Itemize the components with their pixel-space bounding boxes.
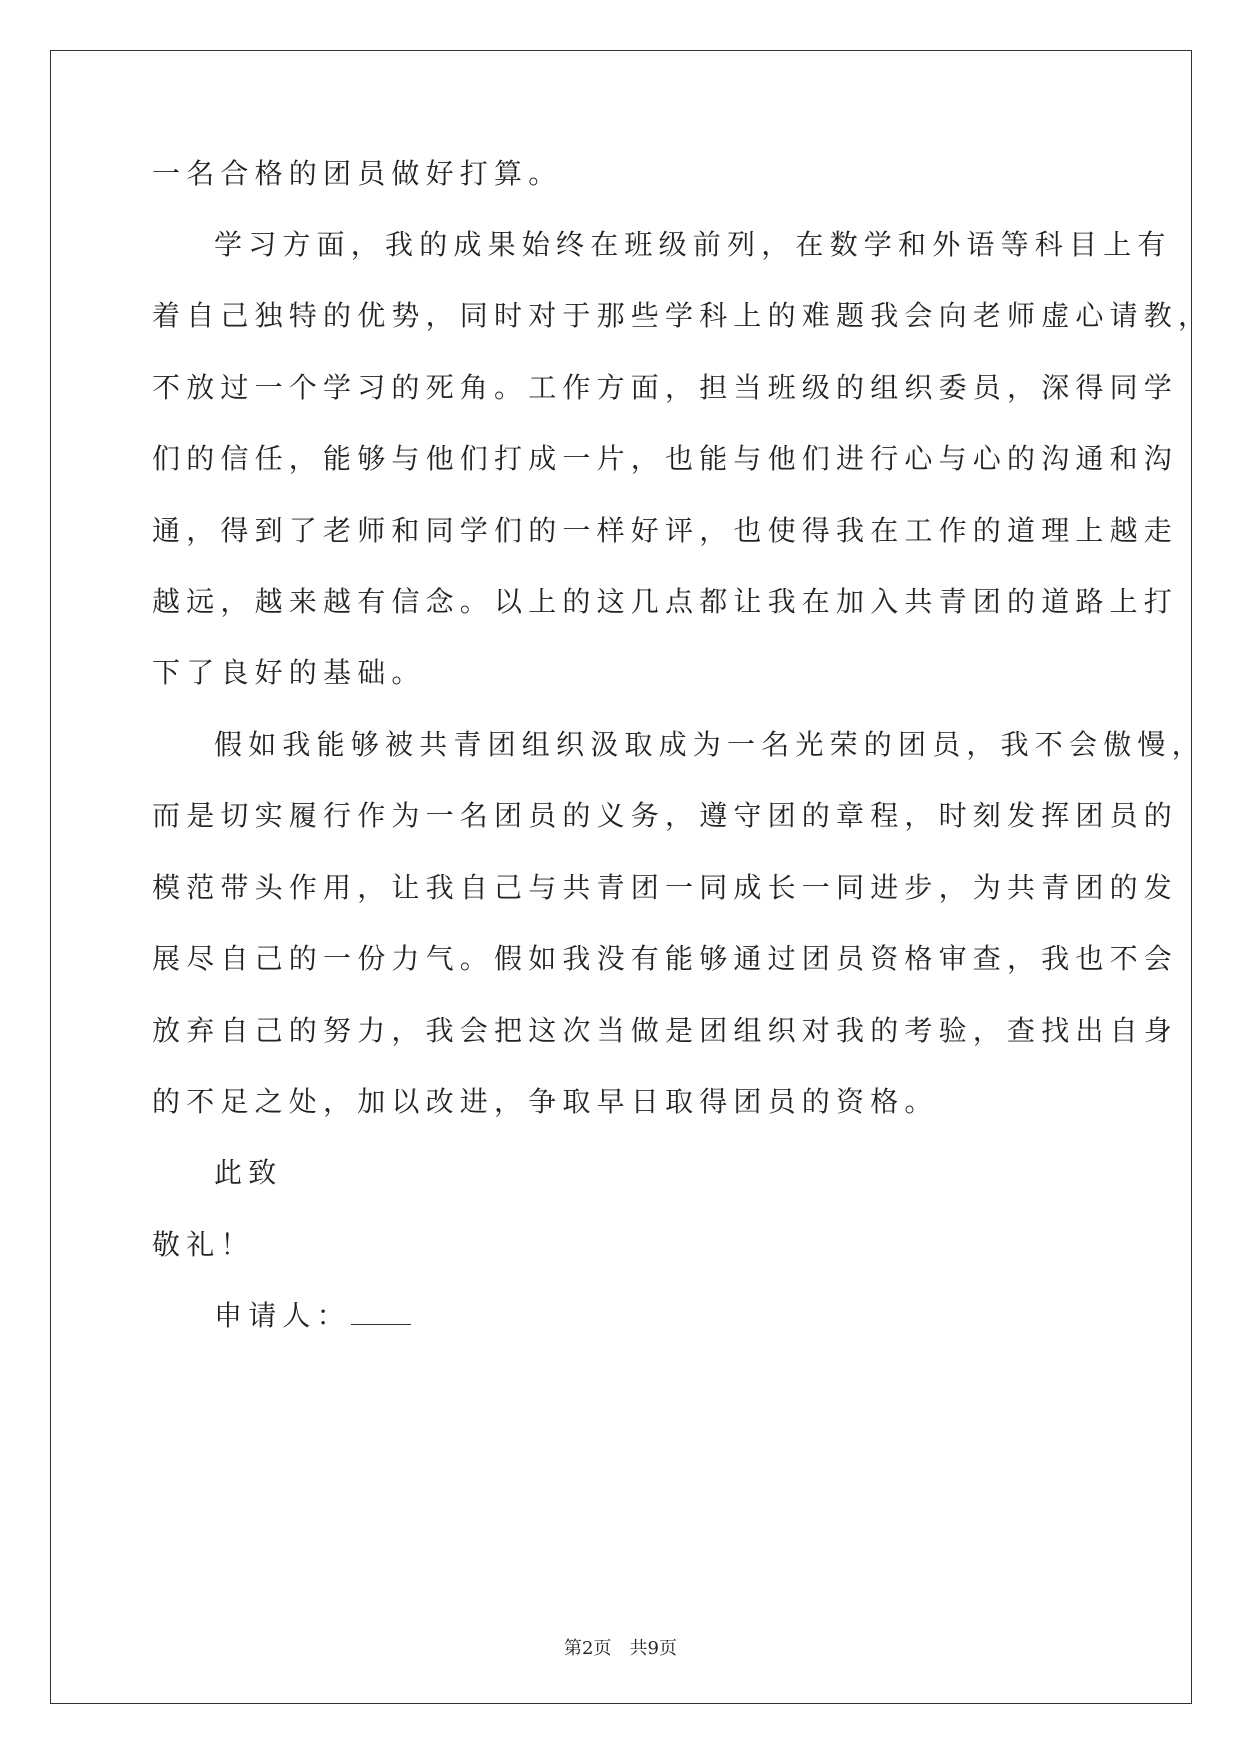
page-number-total: 共9页: [629, 1638, 677, 1659]
closing-salutation: 此致: [214, 1156, 283, 1189]
body-line: 放弃自己的努力，我会把这次当做是团组织对我的考验，查找出自身: [152, 1014, 1179, 1047]
applicant-name-blank: [351, 1302, 411, 1325]
applicant-signature-line: [214, 1298, 411, 1334]
body-line: 假如我能够被共青团组织汲取成为一名光荣的团员，我不会傲慢，: [214, 728, 1206, 761]
body-line: 而是切实履行作为一名团员的义务，遵守团的章程，时刻发挥团员的: [152, 799, 1179, 832]
page-number-current: 第2页: [564, 1638, 612, 1659]
body-line: 下了良好的基础。: [152, 656, 426, 689]
body-line: 通，得到了老师和同学们的一样好评，也使得我在工作的道理上越走: [152, 514, 1179, 547]
body-line: 模范带头作用，让我自己与共青团一同成长一同进步，为共青团的发: [152, 871, 1179, 904]
body-line: 们的信任，能够与他们打成一片，也能与他们进行心与心的沟通和沟: [152, 442, 1179, 475]
applicant-label: 申请人：: [214, 1299, 351, 1332]
body-line: 一名合格的团员做好打算。: [152, 157, 563, 190]
body-line: 越远，越来越有信念。以上的这几点都让我在加入共青团的道路上打: [152, 585, 1179, 618]
page-footer: [0, 1634, 1241, 1660]
body-line: 着自己独特的优势，同时对于那些学科上的难题我会向老师虚心请教，: [152, 299, 1213, 332]
body-line: 学习方面，我的成果始终在班级前列，在数学和外语等科目上有: [214, 228, 1172, 261]
body-line: 不放过一个学习的死角。工作方面，担当班级的组织委员，深得同学: [152, 371, 1179, 404]
closing-regards: 敬礼！: [152, 1228, 255, 1261]
body-line: 的不足之处，加以改进，争取早日取得团员的资格。: [152, 1085, 939, 1118]
body-line: 展尽自己的一份力气。假如我没有能够通过团员资格审查，我也不会: [152, 942, 1179, 975]
